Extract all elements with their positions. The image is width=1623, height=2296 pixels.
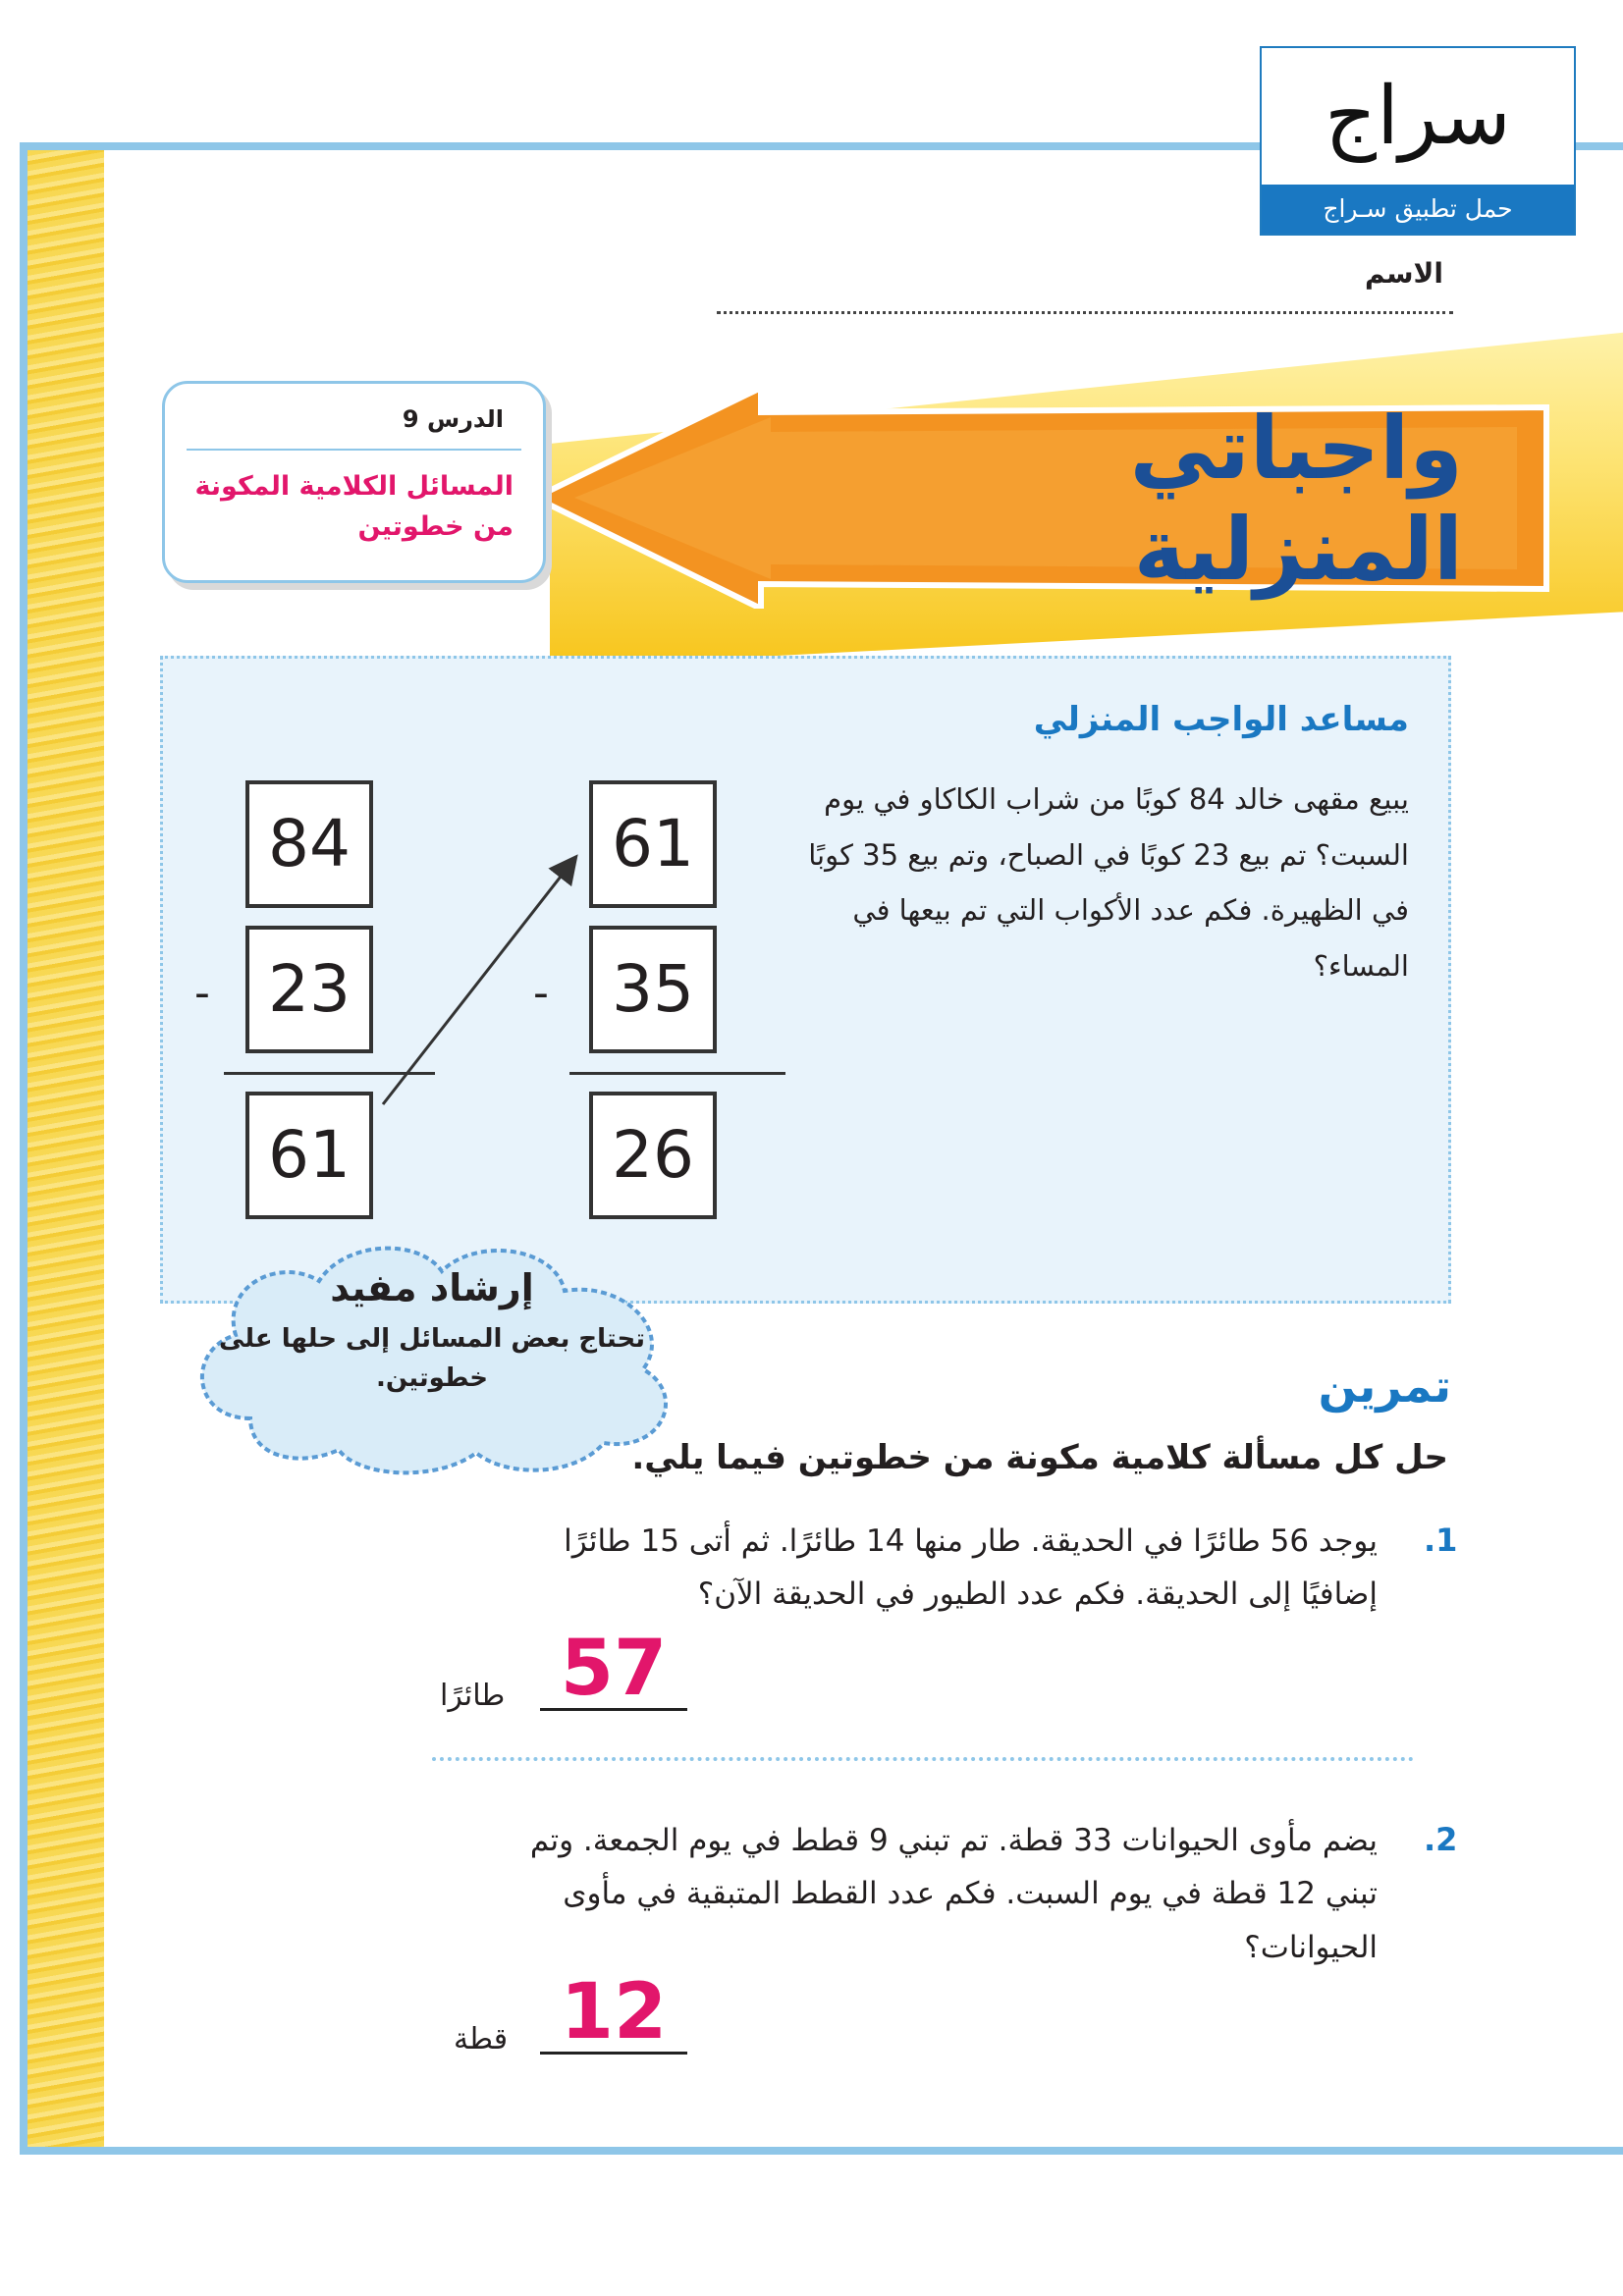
decorative-strip: [27, 150, 104, 2147]
name-label: الاسم: [1365, 257, 1443, 290]
lesson-divider: [187, 449, 521, 451]
question-1-text: يوجد 56 طائرًا في الحديقة. طار منها 14 طائرًا. ثم أتى 15 طائرًا إضافيًا إلى الحديقة. فكم عدد الطيور في الحديقة الآن؟: [564, 1523, 1378, 1613]
question-1-answer[interactable]: 57: [560, 1625, 668, 1713]
logo-tagline: حمل تطبيق سـراج: [1262, 185, 1574, 234]
step2-minus-sign: -: [533, 968, 549, 1018]
tip-text: تحتاج بعض المسائل إلى حلها على خطوتين.: [218, 1324, 645, 1394]
question-2-unit: قطة: [454, 2022, 509, 2056]
logo-wordmark: سراج: [1325, 70, 1511, 163]
question-1-answer-line: [540, 1708, 687, 1711]
helper-title: مساعد الواجب المنزلي: [1033, 700, 1409, 739]
question-1-number: .1: [1424, 1522, 1458, 1559]
step2-rule: [569, 1072, 785, 1075]
question-2-text: يضم مأوى الحيوانات 33 قطة. تم تبني 9 قطط في يوم الجمعة. وتم تبني 12 قطة في يوم السبت. فكم عدد القطط المتبقية في مأوى الحيوانات؟: [529, 1823, 1378, 1965]
step2-bottom-number: 35: [589, 926, 717, 1053]
lesson-number: الدرس 9: [402, 405, 504, 433]
step1-minus-sign: -: [194, 968, 210, 1018]
siraj-logo[interactable]: [1260, 46, 1576, 236]
step1-top-number: 84: [245, 780, 373, 908]
helper-problem: يبيع مقهى خالد 84 كوبًا من شراب الكاكاو في يوم السبت؟ تم بيع 23 كوبًا في الصباح، وتم بيع 35 كوبًا في الظهيرة. فكم عدد الأكواب التي تم بيعها في المساء؟: [808, 782, 1409, 983]
question-divider: [432, 1757, 1414, 1761]
step2-top-number: 61: [589, 780, 717, 908]
step1-bottom-number: 23: [245, 926, 373, 1053]
question-2-number: .2: [1424, 1821, 1458, 1858]
practice-title: تمرين: [1318, 1360, 1451, 1413]
step2-result: 26: [589, 1092, 717, 1219]
lesson-title: المسائل الكلامية المكونة من خطوتين: [194, 471, 514, 542]
name-field[interactable]: [717, 257, 1453, 316]
question-2-answer[interactable]: 12: [560, 1968, 668, 2056]
homework-title: واجباتي المنزلية: [1129, 398, 1463, 600]
tip-title: إرشاد مفيد: [330, 1266, 534, 1309]
practice-instructions: حل كل مسألة كلامية مكونة من خطوتين فيما يلي.: [631, 1438, 1448, 1477]
name-line: [717, 311, 1453, 314]
step1-result: 61: [245, 1092, 373, 1219]
tip-content: [216, 1266, 648, 1399]
question-2-answer-line: [540, 2052, 687, 2055]
lesson-card: [162, 381, 546, 583]
carry-arrow-icon: [373, 844, 589, 1119]
question-1-unit: طائرًا: [440, 1679, 506, 1713]
